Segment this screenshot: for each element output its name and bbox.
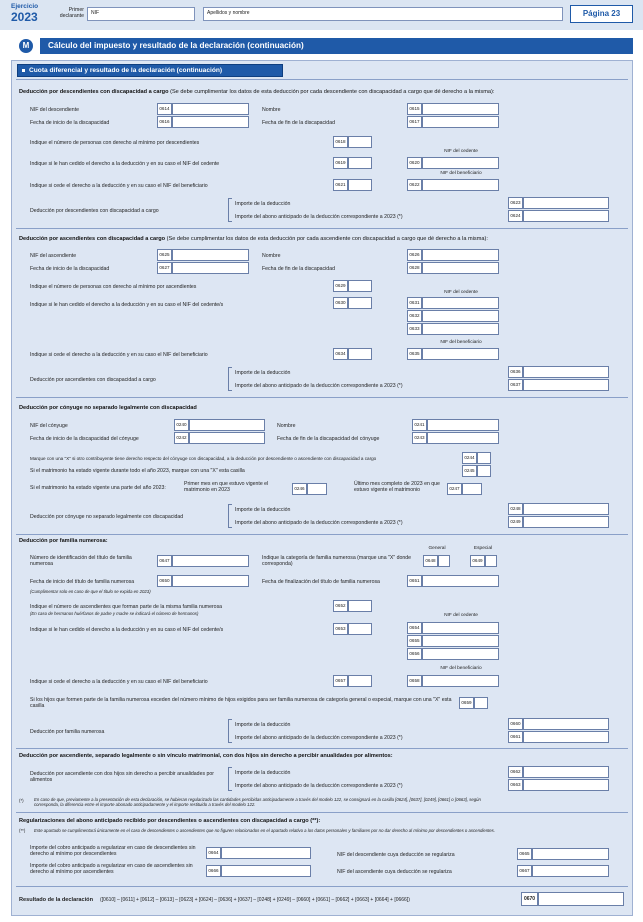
casilla-0647: 0647 xyxy=(157,555,172,567)
year-value: 2023 xyxy=(11,10,38,24)
casilla-0636: 0636 xyxy=(508,366,523,378)
casilla-0247: 0247 xyxy=(447,483,462,495)
asc-nombre-label: Nombre xyxy=(262,253,281,259)
fam-nif-cedente-1-input[interactable] xyxy=(422,622,499,634)
asc-fecha-inicio-label: Fecha de inicio de la discapacidad xyxy=(30,266,110,272)
asc-cede-input[interactable] xyxy=(348,348,372,360)
asc-cedido-label: Indique si le han cedido el derecho a la deducción y en su caso el NIF del cedente/s xyxy=(30,302,224,308)
asc-fecha-inicio-input[interactable] xyxy=(172,262,249,274)
asc-fecha-fin-input[interactable] xyxy=(422,262,499,274)
casilla-0634: 0634 xyxy=(333,348,348,360)
asc-fecha-fin-label: Fecha de fin de la discapacidad xyxy=(262,266,335,272)
cony-deduccion-label: Deducción por cónyuge no separado legalmente con discapacidad xyxy=(30,514,184,520)
desc-abono-label: Importe del abono anticipado de la deducción correspondiente a 2023 (*) xyxy=(235,214,403,220)
desc-nombre-input[interactable] xyxy=(422,103,499,115)
casilla-0661: 0661 xyxy=(508,731,523,743)
fam-especial-caption: Especial xyxy=(473,546,493,551)
cony-parte-label: Si el matrimonio ha estado vigente una parte del año 2023: xyxy=(30,485,166,491)
casilla-0651: 0651 xyxy=(407,575,422,587)
desc-title: Deducción por descendientes con discapacidad a cargo (Se debe cumplimentar los datos de esta deducción por cada descendiente con discapacidad a cargo que dé derecho a la misma): xyxy=(19,89,495,95)
casilla-0662: 0662 xyxy=(508,766,523,778)
cony-nombre-label: Nombre xyxy=(277,423,296,429)
cony-ultimo-mes-label: Último mes completo de 2023 en que estuvo vigente el matrimonio xyxy=(354,481,440,493)
asc-nif-cedente-3-input[interactable] xyxy=(422,323,499,335)
cony-fecha-fin-label: Fecha de fin de la discapacidad del cónyuge xyxy=(277,436,380,442)
casilla-0654: 0654 xyxy=(407,622,422,634)
casilla-0657: 0657 xyxy=(333,675,348,687)
casilla-0624: 0624 xyxy=(508,210,523,222)
fam-fecha-inicio-input[interactable] xyxy=(172,575,249,587)
casilla-0244: 0244 xyxy=(462,452,477,464)
divider xyxy=(16,79,628,80)
casilla-0633: 0633 xyxy=(407,323,422,335)
cony-primer-mes-label: Primer mes en que estuvo vigente el matrimonio en 2023 xyxy=(184,481,269,493)
casilla-0650: 0650 xyxy=(157,575,172,587)
resultado-label: Resultado de la declaración xyxy=(19,897,93,903)
fam-abono-input[interactable] xyxy=(523,731,609,743)
reg-asc-label: Importe del cobro anticipado a regularizar en caso de ascendientes sin derecho al mínimo por ascendientes xyxy=(30,863,193,875)
divider xyxy=(16,228,628,229)
cony-fecha-inicio-input[interactable] xyxy=(189,432,265,444)
casilla-0620: 0620 xyxy=(407,157,422,169)
sep-bracket xyxy=(228,767,232,791)
asc-nif-cedente-1-input[interactable] xyxy=(422,297,499,309)
desc-nif-cedente-caption: NIF del cedente xyxy=(444,149,478,154)
casilla-0666: 0666 xyxy=(206,865,221,877)
asc-num-personas-label: Indique el número de personas con derecho al mínimo por ascendientes xyxy=(30,284,197,290)
fam-exceden-checkbox[interactable] xyxy=(474,697,488,709)
casilla-0631: 0631 xyxy=(407,297,422,309)
sep-importe-label: Importe de la deducción xyxy=(235,770,291,776)
casilla-0660: 0660 xyxy=(508,718,523,730)
asc-nif-cedente-2-input[interactable] xyxy=(422,310,499,322)
desc-nombre-label: Nombre xyxy=(262,107,281,113)
asc-nif-input[interactable] xyxy=(172,249,249,261)
reg-nif-asc-label: NIF del ascendiente cuya deducción se regulariza xyxy=(337,869,452,875)
page-number: Página 23 xyxy=(570,5,633,23)
footnote-text: En caso de que, previamente a la presentación de esta declaración, se hubieran regularizado las cantidades percibidas anticipadamente a través del modelo 122, se consignará en la casilla [0624], [0637], [0249], [0661] o [0663], según corresponda, la diferencia entre el importe abonado anticipadamente y el importe restituido a través del modelo 122. xyxy=(34,797,481,808)
fam-general-caption: General xyxy=(428,546,446,551)
asc-cedido-input[interactable] xyxy=(348,297,372,309)
fam-deduccion-label: Deducción por familia numerosa xyxy=(30,729,105,735)
fam-fecha-fin-input[interactable] xyxy=(422,575,499,587)
reg-asc-importe-input[interactable] xyxy=(221,865,311,877)
casilla-0619: 0619 xyxy=(333,157,348,169)
casilla-0629: 0629 xyxy=(333,280,348,292)
fam-especial-checkbox[interactable] xyxy=(485,555,497,567)
desc-fecha-fin-input[interactable] xyxy=(422,116,499,128)
fam-cede-label: Indique si cede el derecho a la deducción y en su caso el NIF del beneficiario xyxy=(30,679,208,685)
casilla-0665: 0665 xyxy=(517,848,532,860)
ejercicio-label: Ejercicio xyxy=(11,3,39,10)
cony-title: Deducción por cónyuge no separado legalmente con discapacidad xyxy=(19,405,197,411)
casilla-0667: 0667 xyxy=(517,865,532,877)
desc-fecha-inicio-label: Fecha de inicio de la discapacidad xyxy=(30,120,110,126)
asc-nif-label: NIF del ascendiente xyxy=(30,253,77,259)
desc-nif-label: NIF del descendiente xyxy=(30,107,80,113)
sep-abono-label: Importe del abono anticipado de la deducción correspondiente a 2023 (*) xyxy=(235,783,403,789)
casilla-0614: 0614 xyxy=(157,103,172,115)
casilla-0659: 0659 xyxy=(459,697,474,709)
sep-abono-input[interactable] xyxy=(523,779,609,791)
fam-nif-beneficiario-caption: NIF del beneficiario xyxy=(440,666,482,671)
cony-nombre-input[interactable] xyxy=(427,419,499,431)
fam-num-asc-input[interactable] xyxy=(348,600,372,612)
asc-nif-beneficiario-input[interactable] xyxy=(422,348,499,360)
reg-nif-desc-input[interactable] xyxy=(532,848,609,860)
cony-primer-mes-input[interactable] xyxy=(307,483,327,495)
desc-nif-beneficiario-input[interactable] xyxy=(422,179,499,191)
fam-fecha-inicio-label: Fecha de inicio del título de familia numerosa xyxy=(30,579,135,585)
fam-cede-input[interactable] xyxy=(348,675,372,687)
casilla-0648: 0648 xyxy=(423,555,438,567)
asc-abono-label: Importe del abono anticipado de la deducción correspondiente a 2023 (*) xyxy=(235,383,403,389)
cony-importe-input[interactable] xyxy=(523,503,609,515)
fam-num-titulo-label: Número de identificación del título de familia numerosa xyxy=(30,555,132,567)
fam-nif-beneficiario-input[interactable] xyxy=(422,675,499,687)
fam-num-asc-label: Indique el número de ascendientes que forman parte de la misma familia numerosa xyxy=(30,604,223,610)
nif-label: NIF xyxy=(91,10,100,16)
asc-cede-label: Indique si cede el derecho a la deducción y en su caso el NIF del beneficiario xyxy=(30,352,208,358)
casilla-0656: 0656 xyxy=(407,648,422,660)
fam-categoria-label: Indique la categoría de familia numerosa (marque una "X" donde corresponda) xyxy=(262,555,412,567)
bullet-icon xyxy=(22,69,25,72)
fam-num-titulo-input[interactable] xyxy=(172,555,249,567)
divider xyxy=(16,886,628,887)
desc-num-personas-input[interactable] xyxy=(348,136,372,148)
casilla-0241: 0241 xyxy=(412,419,427,431)
reg-nif-desc-label: NIF del descendiente cuya deducción se regulariza xyxy=(337,852,455,858)
casilla-0249: 0249 xyxy=(508,516,523,528)
casilla-0621: 0621 xyxy=(333,179,348,191)
fam-nif-cedente-caption: NIF del cedente xyxy=(444,613,478,618)
cony-ultimo-mes-input[interactable] xyxy=(462,483,482,495)
casilla-0623: 0623 xyxy=(508,197,523,209)
fam-abono-label: Importe del abono anticipado de la deducción correspondiente a 2023 (*) xyxy=(235,735,403,741)
section-title: Cálculo del impuesto y resultado de la declaración (continuación) xyxy=(48,41,304,50)
casilla-0245: 0245 xyxy=(462,465,477,477)
desc-importe-label: Importe de la deducción xyxy=(235,201,291,207)
desc-cedido-label: Indique si le han cedido el derecho a la deducción y en su caso el NIF del cedente xyxy=(30,161,220,167)
fam-exceden-label: Si los hijos que formen parte de la familia numerosa exceden del número mínimo de hijos exigidos para ser familia numerosa de categoría general o especial, marque con una "X" esta casilla xyxy=(30,697,452,709)
desc-nif-beneficiario-caption: NIF del beneficiario xyxy=(440,171,482,176)
fam-nota-inicio: (Cumplimentar solo en caso de que el título se expida en 2023) xyxy=(30,589,151,594)
nif-field[interactable] xyxy=(87,7,195,21)
fam-fecha-fin-label: Fecha de finalización del título de familia numerosa xyxy=(262,579,380,585)
fam-general-checkbox[interactable] xyxy=(438,555,450,567)
reg-note-text: Este apartado se cumplimentará únicamente en el caso de descendientes o ascendientes que no figuren relacionados en el apartado relativo a los datos personales y familiares por no dar derecho al mínimo por descendientes o ascendientes. xyxy=(34,828,496,833)
primer-declarante-label: Primer declarante xyxy=(59,7,84,19)
fam-nif-cedente-3-input[interactable] xyxy=(422,648,499,660)
cony-importe-label: Importe de la deducción xyxy=(235,507,291,513)
fam-cedido-label: Indique si le han cedido el derecho a la deducción y en su caso el NIF del cedente/s xyxy=(30,627,224,633)
sep-deduccion-label: Deducción por ascendiente con dos hijos sin derecho a percibir anualidades por alimentos xyxy=(30,771,214,783)
casilla-0242: 0242 xyxy=(174,432,189,444)
apellidos-label: Apellidos y nombre xyxy=(207,10,250,16)
casilla-0630: 0630 xyxy=(333,297,348,309)
reg-desc-label: Importe del cobro anticipado a regularizar en caso de descendientes sin derecho al mínimo por descendientes xyxy=(30,845,196,857)
casilla-0649: 0649 xyxy=(470,555,485,567)
casilla-0625: 0625 xyxy=(157,249,172,261)
asc-bracket xyxy=(228,367,232,391)
desc-bracket xyxy=(228,198,232,222)
casilla-0615: 0615 xyxy=(407,103,422,115)
cony-vigente-label: Si el matrimonio ha estado vigente durante todo el año 2023, marque con una "X" esta casilla xyxy=(30,468,245,474)
reg-note-mark: (**) xyxy=(19,828,26,833)
asc-nif-beneficiario-caption: NIF del beneficiario xyxy=(440,340,482,345)
asc-title: Deducción por ascendientes con discapacidad a cargo (Se debe cumplimentar los datos de esta deducción por cada ascendiente con discapacidad a cargo que dé derecho a la misma): xyxy=(19,236,488,242)
sep-title: Deducción por ascendiente, separado legalmente o sin vínculo matrimonial, con dos hijos sin derecho a percibir anualidades por alimentos: xyxy=(19,753,393,759)
asc-abono-input[interactable] xyxy=(523,379,609,391)
divider xyxy=(16,534,628,535)
desc-nif-input[interactable] xyxy=(172,103,249,115)
casilla-0626: 0626 xyxy=(407,249,422,261)
desc-deduccion-label: Deducción por descendientes con discapacidad a cargo xyxy=(30,208,159,214)
desc-importe-input[interactable] xyxy=(523,197,609,209)
reg-title: Regularizaciones del abono anticipado recibido por descendientes o ascendientes con discapacidad a cargo (**): xyxy=(19,818,321,824)
asc-nombre-input[interactable] xyxy=(422,249,499,261)
apellidos-field[interactable] xyxy=(203,7,563,21)
casilla-0622: 0622 xyxy=(407,179,422,191)
fam-cedido-input[interactable] xyxy=(348,623,372,635)
reg-desc-importe-input[interactable] xyxy=(221,847,311,859)
fam-title: Deducción por familia numerosa: xyxy=(19,538,108,544)
fam-bracket xyxy=(228,719,232,743)
casilla-0618: 0618 xyxy=(333,136,348,148)
resultado-formula: ([0610] – [0611] + [0612] – [0613] – [0623] + [0624] – [0636] + [0637] – [0248] + [0249] – [0660] + [0661] – [0662] + [0663] + [0664] + [0666]) xyxy=(100,897,410,903)
reg-nif-asc-input[interactable] xyxy=(532,865,609,877)
cony-nif-input[interactable] xyxy=(189,419,265,431)
casilla-0246: 0246 xyxy=(292,483,307,495)
desc-num-personas-label: Indique el número de personas con derecho al mínimo por descendientes xyxy=(30,140,200,146)
cony-marque-checkbox[interactable] xyxy=(477,452,491,464)
casilla-0637: 0637 xyxy=(508,379,523,391)
sep-importe-input[interactable] xyxy=(523,766,609,778)
divider xyxy=(16,748,628,749)
casilla-0652: 0652 xyxy=(333,600,348,612)
asc-num-personas-input[interactable] xyxy=(348,280,372,292)
asc-importe-label: Importe de la deducción xyxy=(235,370,291,376)
desc-fecha-fin-label: Fecha de fin de la discapacidad xyxy=(262,120,335,126)
cony-vigente-checkbox[interactable] xyxy=(477,465,491,477)
fam-nif-cedente-2-input[interactable] xyxy=(422,635,499,647)
asc-importe-input[interactable] xyxy=(523,366,609,378)
casilla-0616: 0616 xyxy=(157,116,172,128)
divider xyxy=(16,812,628,813)
fam-importe-label: Importe de la deducción xyxy=(235,722,291,728)
cony-fecha-inicio-label: Fecha de inicio de la discapacidad del cónyuge xyxy=(30,436,139,442)
cony-abono-input[interactable] xyxy=(523,516,609,528)
desc-fecha-inicio-input[interactable] xyxy=(172,116,249,128)
casilla-0635: 0635 xyxy=(407,348,422,360)
desc-cedido-input[interactable] xyxy=(348,157,372,169)
desc-abono-input[interactable] xyxy=(523,210,609,222)
fam-num-asc-nota: (En caso de hermanos huérfanos de padre y madre se indicará el número de hermanos) xyxy=(30,611,199,616)
resultado-input[interactable] xyxy=(538,892,624,906)
desc-nif-cedente-input[interactable] xyxy=(422,157,499,169)
asc-deduccion-label: Deducción por ascendientes con discapacidad a cargo xyxy=(30,377,156,383)
casilla-0653: 0653 xyxy=(333,623,348,635)
casilla-0628: 0628 xyxy=(407,262,422,274)
casilla-0617: 0617 xyxy=(407,116,422,128)
footnote-mark: (*) xyxy=(19,798,24,803)
casilla-0243: 0243 xyxy=(412,432,427,444)
desc-cede-label: Indique si cede el derecho a la deducción y en su caso el NIF del beneficiario xyxy=(30,183,208,189)
fam-importe-input[interactable] xyxy=(523,718,609,730)
cony-nif-label: NIF del cónyuge xyxy=(30,423,68,429)
desc-cede-input[interactable] xyxy=(348,179,372,191)
section-letter-icon: M xyxy=(19,39,33,53)
casilla-0248: 0248 xyxy=(508,503,523,515)
cony-marque-label: Marque con una "X" si otro contribuyente tiene derecho respecto del cónyuge con discapacidad, a la deducción por descendiente o ascendiente con discapacidad a cargo xyxy=(30,456,377,461)
casilla-0655: 0655 xyxy=(407,635,422,647)
casilla-0627: 0627 xyxy=(157,262,172,274)
subsection-title: Cuota diferencial y resultado de la declaración (continuación) xyxy=(29,67,223,74)
casilla-0658: 0658 xyxy=(407,675,422,687)
casilla-0632: 0632 xyxy=(407,310,422,322)
casilla-0663: 0663 xyxy=(508,779,523,791)
cony-abono-label: Importe del abono anticipado de la deducción correspondiente a 2023 (*) xyxy=(235,520,403,526)
asc-nif-cedente-caption: NIF del cedente xyxy=(444,290,478,295)
casilla-0664: 0664 xyxy=(206,847,221,859)
casilla-0670: 0670 xyxy=(521,892,538,906)
cony-bracket xyxy=(228,504,232,528)
casilla-0240: 0240 xyxy=(174,419,189,431)
divider xyxy=(16,397,628,398)
cony-fecha-fin-input[interactable] xyxy=(427,432,499,444)
